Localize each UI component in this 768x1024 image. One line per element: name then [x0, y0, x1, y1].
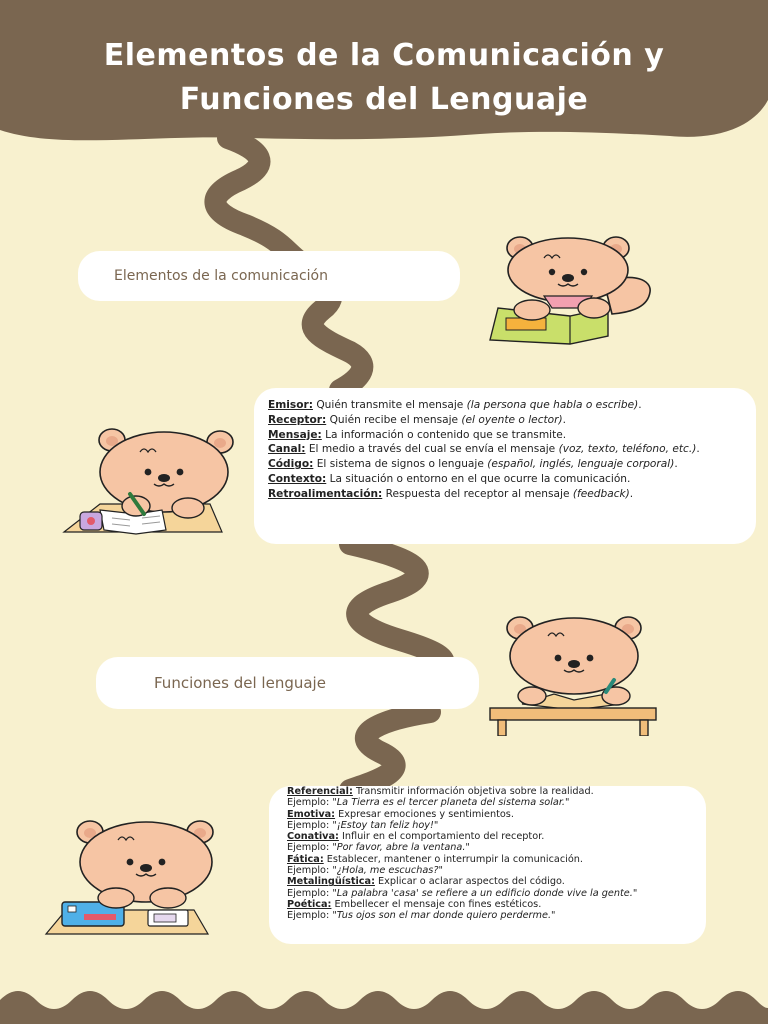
elementos-card	[254, 388, 756, 544]
funciones-item: Fática: Establecer, mantener o interrumpir la comunicación. Ejemplo: "¿Hola, me escuchas?"	[287, 853, 584, 877]
funciones-item: Conativa: Influir en el comportamiento del receptor. Ejemplo: "Por favor, abre la ventana."	[287, 831, 545, 854]
section-label-elementos-text: Elementos de la comunicación	[114, 268, 328, 284]
elementos-item: Retroalimentación: Respuesta del receptor al mensaje (feedback).	[268, 487, 634, 500]
title-line-1: Elementos de la Comunicación y	[103, 38, 665, 73]
bear-reading-illustration	[484, 232, 664, 348]
funciones-item: Metalingüística: Explicar o aclarar aspectos del código. Ejemplo: "La palabra 'casa' se refiere a un edificio donde vive la gente."	[287, 876, 638, 899]
page-title	[0, 34, 768, 122]
bear-writing-illustration	[60, 426, 240, 538]
elementos-item: Emisor: Quién transmite el mensaje (la persona que habla o escribe).	[268, 399, 642, 411]
elementos-item: Código: El sistema de signos o lenguaje (español, inglés, lenguaje corporal).	[268, 458, 678, 471]
title-line-2: Funciones del Lenguaje	[179, 82, 589, 117]
section-label-funciones-text: Funciones del lenguaje	[154, 674, 326, 692]
elementos-item: Receptor: Quién recibe el mensaje (el oyente o lector).	[268, 413, 567, 426]
elementos-item: Contexto: La situación o entorno en el que ocurre la comunicación.	[268, 472, 631, 485]
funciones-item: Emotiva: Expresar emociones y sentimientos. Ejemplo: "¡Estoy tan feliz hoy!"	[287, 808, 514, 831]
section-label-funciones	[96, 657, 479, 709]
section-label-elementos	[78, 251, 460, 301]
bear-desk-illustration	[488, 614, 660, 736]
bear-tablet-illustration	[44, 818, 220, 940]
funciones-item: Poética: Embellecer el mensaje con fines estéticos. Ejemplo: "Tus ojos son el mar donde quiero perderme."	[287, 898, 556, 922]
funciones-item: Referencial: Transmitir información objetiva sobre la realidad. Ejemplo: "La Tierra es el tercer planeta del sistema solar."	[287, 786, 594, 809]
elementos-item: Canal: El medio a través del cual se envía el mensaje (voz, texto, teléfono, etc.).	[268, 443, 700, 456]
funciones-card	[269, 786, 706, 944]
elementos-item: Mensaje: La información o contenido que se transmite.	[268, 428, 567, 441]
